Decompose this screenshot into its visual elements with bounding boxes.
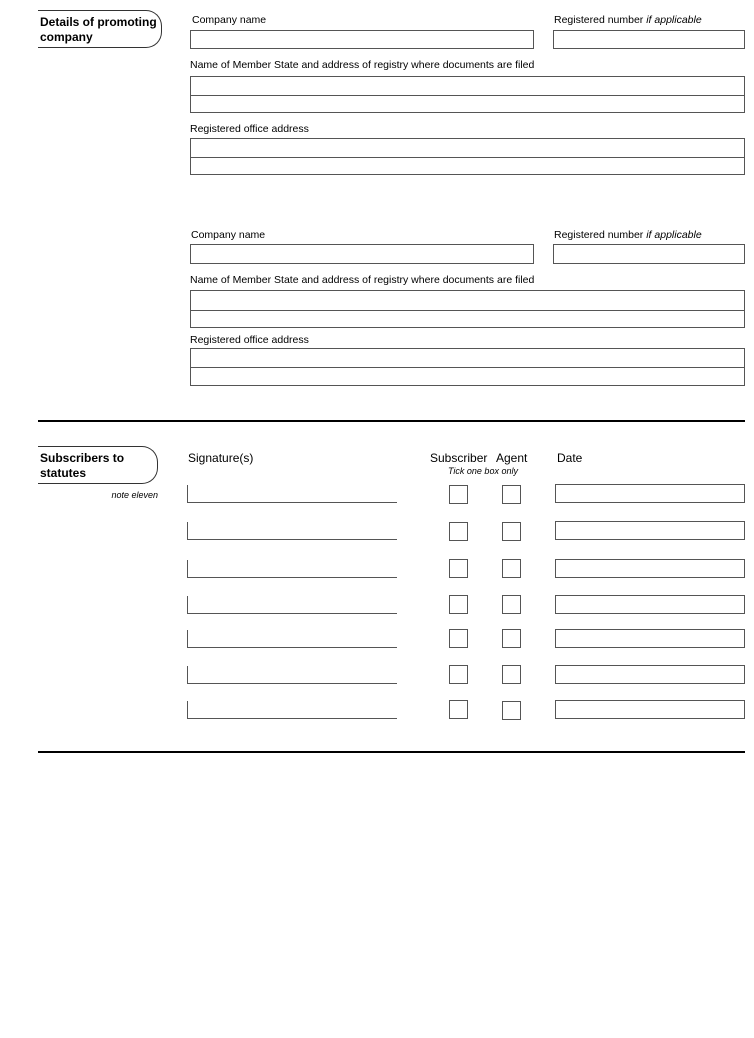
subscriber-header: Subscriber bbox=[430, 451, 488, 465]
signature-line[interactable] bbox=[187, 485, 397, 503]
date-field[interactable] bbox=[555, 700, 745, 719]
subscribers-tab bbox=[38, 446, 158, 484]
company-name-label-1: Company name bbox=[192, 14, 267, 26]
office-field-1b[interactable] bbox=[190, 157, 745, 175]
date-field[interactable] bbox=[555, 559, 745, 578]
note-eleven: note eleven bbox=[111, 490, 158, 500]
section-divider-1 bbox=[38, 420, 745, 422]
agent-checkbox[interactable] bbox=[502, 559, 521, 578]
signature-line[interactable] bbox=[187, 666, 397, 684]
office-field-1a[interactable] bbox=[190, 138, 745, 158]
subscriber-checkbox[interactable] bbox=[449, 700, 468, 719]
subscriber-checkbox[interactable] bbox=[449, 665, 468, 684]
reg-number-suffix-2: if applicable bbox=[646, 229, 702, 241]
reg-number-text-2: Registered number bbox=[554, 229, 644, 241]
subscriber-checkbox[interactable] bbox=[449, 522, 468, 541]
signature-line[interactable] bbox=[187, 701, 397, 719]
section-divider-2 bbox=[38, 751, 745, 753]
reg-number-label-2 bbox=[554, 229, 702, 241]
promoting-company-title: Details of promoting company bbox=[40, 15, 157, 44]
date-header: Date bbox=[557, 451, 583, 465]
member-state-field-2a[interactable] bbox=[190, 290, 745, 311]
subscriber-checkbox[interactable] bbox=[449, 485, 468, 504]
date-field[interactable] bbox=[555, 595, 745, 614]
date-field[interactable] bbox=[555, 521, 745, 540]
agent-checkbox[interactable] bbox=[502, 629, 521, 648]
reg-number-text-1: Registered number bbox=[554, 14, 644, 26]
signature-line[interactable] bbox=[187, 596, 397, 614]
company-name-label-2: Company name bbox=[191, 229, 266, 241]
subscriber-checkbox[interactable] bbox=[449, 595, 468, 614]
agent-checkbox[interactable] bbox=[502, 595, 521, 614]
reg-number-field-1[interactable] bbox=[553, 30, 745, 49]
reg-number-suffix-1: if applicable bbox=[646, 14, 702, 26]
office-label-1: Registered office address bbox=[190, 123, 309, 135]
date-field[interactable] bbox=[555, 629, 745, 648]
office-field-2b[interactable] bbox=[190, 367, 745, 386]
signature-header: Signature(s) bbox=[188, 451, 254, 465]
office-field-2a[interactable] bbox=[190, 348, 745, 368]
office-label-2: Registered office address bbox=[190, 334, 309, 346]
tick-note: Tick one box only bbox=[448, 466, 518, 476]
promoting-company-tab bbox=[38, 10, 162, 48]
signature-line[interactable] bbox=[187, 630, 397, 648]
member-state-field-2b[interactable] bbox=[190, 310, 745, 328]
signature-line[interactable] bbox=[187, 522, 397, 540]
signature-line[interactable] bbox=[187, 560, 397, 578]
subscriber-checkbox[interactable] bbox=[449, 559, 468, 578]
agent-checkbox[interactable] bbox=[502, 485, 521, 504]
agent-checkbox[interactable] bbox=[502, 701, 521, 720]
reg-number-label-1 bbox=[554, 14, 702, 26]
member-state-label-1: Name of Member State and address of registry where documents are filed bbox=[190, 59, 535, 71]
subscribers-title: Subscribers to statutes bbox=[40, 451, 125, 480]
member-state-label-2: Name of Member State and address of registry where documents are filed bbox=[190, 274, 535, 286]
member-state-field-1a[interactable] bbox=[190, 76, 745, 96]
agent-header: Agent bbox=[496, 451, 528, 465]
reg-number-field-2[interactable] bbox=[553, 244, 745, 264]
agent-checkbox[interactable] bbox=[502, 522, 521, 541]
date-field[interactable] bbox=[555, 665, 745, 684]
date-field[interactable] bbox=[555, 484, 745, 503]
company-name-field-1[interactable] bbox=[190, 30, 534, 49]
subscriber-checkbox[interactable] bbox=[449, 629, 468, 648]
agent-checkbox[interactable] bbox=[502, 665, 521, 684]
member-state-field-1b[interactable] bbox=[190, 95, 745, 113]
company-name-field-2[interactable] bbox=[190, 244, 534, 264]
